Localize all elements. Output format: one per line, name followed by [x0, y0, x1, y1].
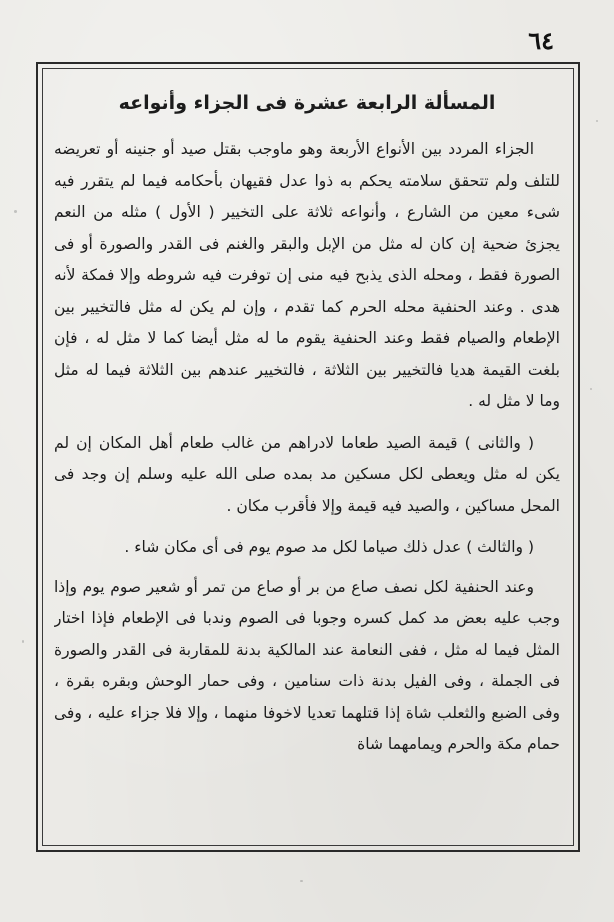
scan-speck — [14, 210, 17, 213]
section-heading: المسألة الرابعة عشرة فى الجزاء وأنواعه — [118, 92, 496, 114]
scan-speck — [300, 880, 303, 882]
paragraph-2: ( والثانى ) قيمة الصيد طعاما لادراهم من غالب طعام أهل المكان إن لم يكن له مثل ويعطى لكل مسكين مد بمده صلى الله عليه وسلم إن وجد فى المحل مساكين ، والصيد فيه قيمة وإلا فأقرب مكان . — [54, 433, 560, 515]
page-number: ٦٤ — [528, 26, 554, 55]
scan-speck — [22, 640, 24, 643]
paragraph-4: وعند الحنفية لكل نصف صاع من بر أو صاع من تمر أو شعير صوم يوم وإذا وجب عليه بعض مد كمل كسره وجوبا فى الصوم وندبا فى الإطعام فإذا اختار المثل فيما له مثل ، ففى النعامة عند المالكية بدنة للمقاربة فى القدر والصورة فى الجملة ، وفى الفيل بدنة ذات سنامين ، وفى حمار الوحش وبقره بقرة ، وفى الضبع والثعلب شاة إذا قتلهما تعديا لاخوفا منهما ، وإلا فلا جزاء عليه ، وفى حمام مكة والحرم ويمامهما شاة — [54, 577, 560, 753]
scan-speck — [590, 388, 592, 390]
paragraph-1: الجزاء المردد بين الأنواع الأربعة وهو ماوجب بقتل صيد أو جنينه أو تعريضه للتلف ولم تتحقق سلامته يحكم به ذوا عدل فقيهان بأحكامه فيما لم يتقرر فيه شىء معين من الشارع ، وأنواعه ثلاثة على التخيير ( الأول ) مثله من النعم يجزئ ضحية إن كان له مثل من الإبل والبقر والغنم فى القدر والصورة أو فى الصورة فقط ، ومحله الذى يذبح فيه منى إن توفرت فيه شروطه وإلا فمكة لأنه هدى . وعند الحنفية محله الحرم كما تقدم ، وإن لم يكن له مثل فالتخيير بين الإطعام والصيام فقط وعند الحنفية يقوم ما له مثل أيضا كما لا مثل له ، فإن بلغت القيمة هديا فالتخيير بين الثلاثة ، فالتخيير عندهم بين الثلاثة فيما له مثل وما لا مثل له . — [54, 140, 560, 410]
scan-speck — [596, 120, 598, 122]
paragraph-3: ( والثالث ) عدل ذلك صياما لكل مد صوم يوم فى أى مكان شاء . — [124, 538, 534, 556]
text-block — [54, 84, 560, 844]
